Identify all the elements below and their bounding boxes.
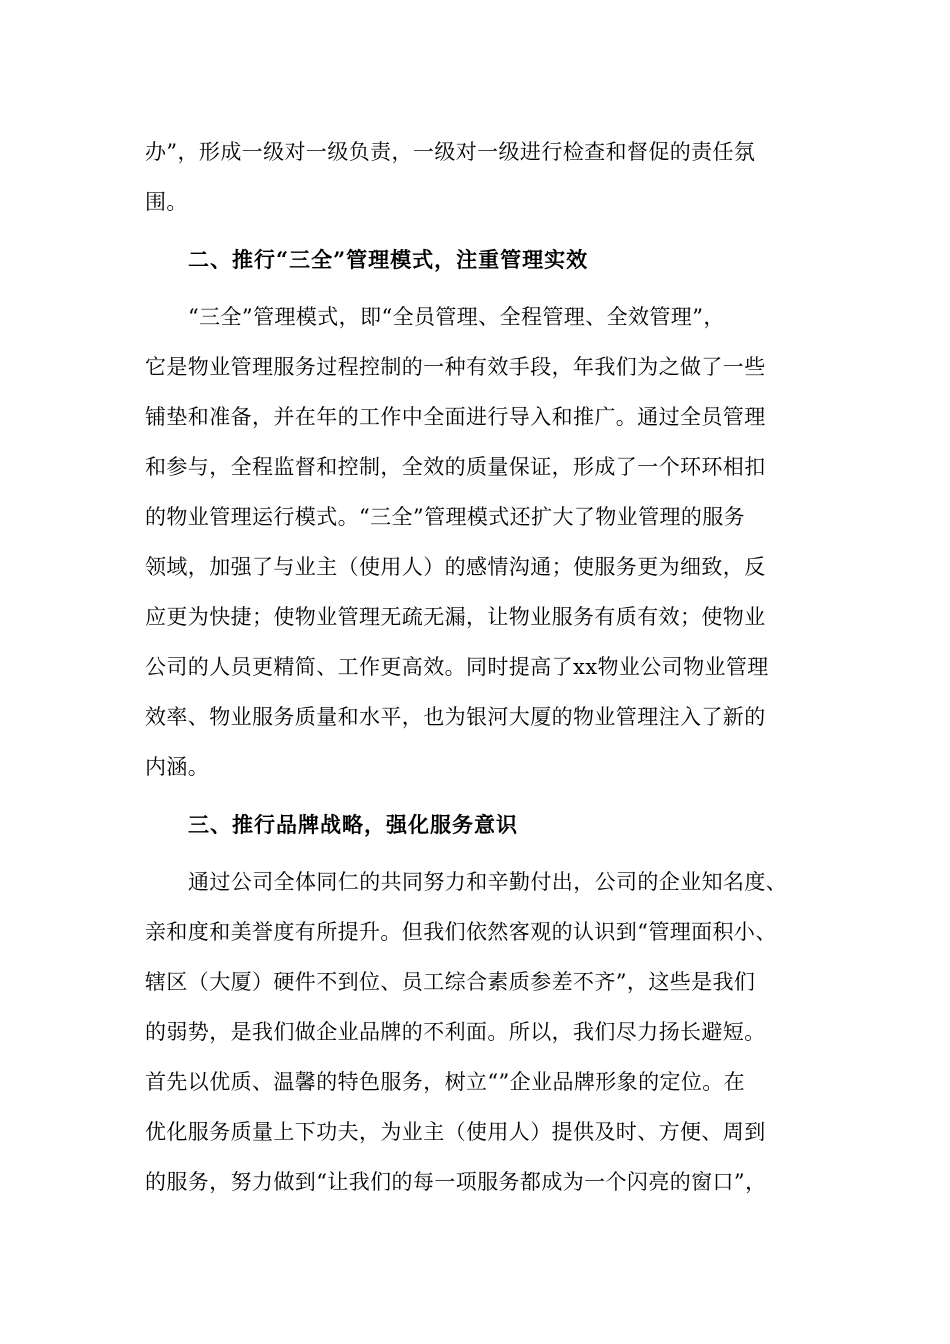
paragraph-line: 亲和度和美誉度有所提升。但我们依然客观的认识到“管理面积小、 [145,920,777,944]
paragraph-line: 的物业管理运行模式。“三全”管理模式还扩大了物业管理的服务 [145,505,746,529]
paragraph-line: 公司的人员更精简、工作更高效。同时提高了xx物业公司物业管理 [145,655,769,679]
paragraph-line: 铺垫和准备，并在年的工作中全面进行导入和推广。通过全员管理 [145,405,766,429]
paragraph-line: 应更为快捷；使物业管理无疏无漏，让物业服务有质有效；使物业 [145,605,766,629]
section-heading-2: 二、推行“三全”管理模式，注重管理实效 [188,247,589,272]
paragraph-line: 办”，形成一级对一级负责，一级对一级进行检查和督促的责任氛 [145,140,756,164]
paragraph-line: 的服务，努力做到“让我们的每一项服务都成为一个闪亮的窗口”， [145,1170,767,1194]
paragraph-line: 领域，加强了与业主（使用人）的感情沟通；使服务更为细致，反 [145,555,766,579]
paragraph-line: 的弱势，是我们做企业品牌的不利面。所以，我们尽力扬长避短。 [145,1020,766,1044]
paragraph-line: 和参与，全程监督和控制，全效的质量保证，形成了一个环环相扣 [145,455,766,479]
paragraph-line: 通过公司全体同仁的共同努力和辛勤付出，公司的企业知名度、 [188,870,788,894]
paragraph-line: 辖区（大厦）硬件不到位、员工综合素质参差不齐”，这些是我们 [145,970,756,994]
paragraph-line: 它是物业管理服务过程控制的一种有效手段，年我们为之做了一些 [145,355,766,379]
paragraph-line: 首先以优质、温馨的特色服务，树立“”企业品牌形象的定位。在 [145,1070,746,1094]
section-heading-3: 三、推行品牌战略，强化服务意识 [188,812,518,837]
paragraph-line: 围。 [145,190,188,214]
paragraph-line: “三全”管理模式，即“全员管理、全程管理、全效管理”， [188,305,725,329]
paragraph-line: 优化服务质量上下功夫，为业主（使用人）提供及时、方便、周到 [145,1120,766,1144]
paragraph-line: 内涵。 [145,755,210,779]
paragraph-line: 效率、物业服务质量和水平，也为银河大厦的物业管理注入了新的 [145,705,766,729]
